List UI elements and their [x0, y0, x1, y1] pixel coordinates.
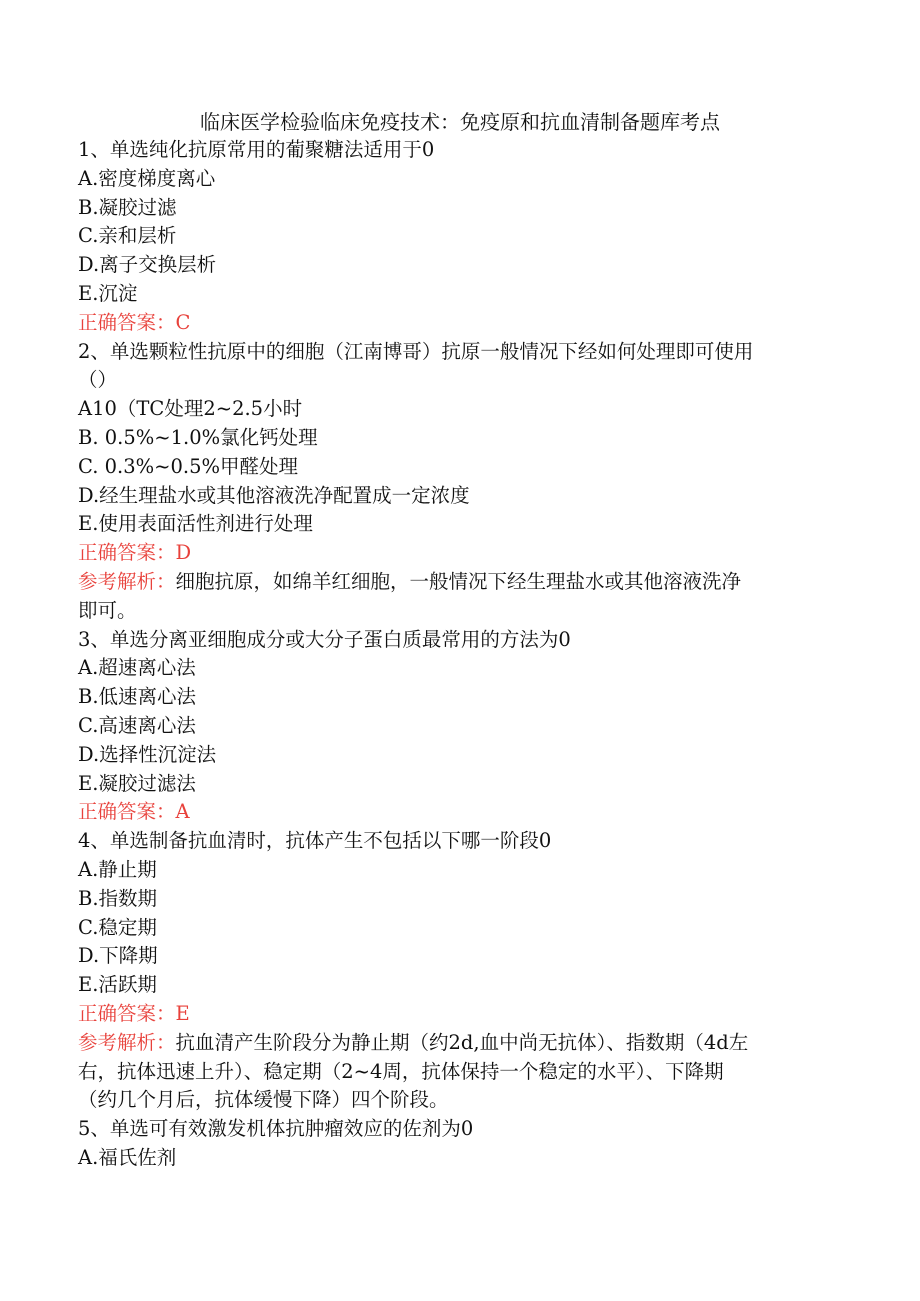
question-list — [78, 136, 838, 1173]
question-4-analysis — [78, 1029, 838, 1058]
question-3-option-c: C.高速离心法 — [78, 713, 196, 737]
question-2-option-b: B. 0.5%~1.0%氯化钙处理 — [78, 425, 318, 449]
question-1-answer: 正确答案：C — [78, 310, 191, 334]
question-4-answer: 正确答案：E — [78, 1001, 190, 1025]
question-2-option-d: D.经生理盐水或其他溶液洗净配置成一定浓度 — [78, 483, 470, 507]
analysis-text: 细胞抗原，如绵羊红细胞，一般情况下经生理盐水或其他溶液洗净 — [175, 569, 742, 593]
question-2-option-e: E.使用表面活性剂进行处理 — [78, 512, 313, 536]
analysis-text: 抗血清产生阶段分为静止期（约2d,血中尚无抗体）、指数期（4d左 — [175, 1030, 749, 1054]
question-3-option-d: D.选择性沉淀法 — [78, 742, 217, 766]
question-2-stem: 2、单选颗粒性抗原中的细胞（江南博哥）抗原一般情况下经如何处理即可使用 — [78, 339, 754, 363]
question-1-option-a: A.密度梯度离心 — [78, 166, 216, 190]
question-1-option-d: D.离子交换层析 — [78, 253, 217, 277]
question-3-stem: 3、单选分离亚细胞成分或大分子蛋白质最常用的方法为0 — [78, 627, 571, 651]
question-4-option-e: E.活跃期 — [78, 973, 157, 997]
question-4-option-d: D.下降期 — [78, 944, 158, 968]
question-5-stem: 5、单选可有效激发机体抗肿瘤效应的佐剂为0 — [78, 1117, 474, 1141]
question-4-option-b: B.指数期 — [78, 886, 158, 910]
question-1-option-b: B.凝胶过滤 — [78, 195, 177, 219]
question-3-option-e: E.凝胶过滤法 — [78, 771, 196, 795]
question-3-option-a: A.超速离心法 — [78, 656, 196, 680]
question-2-analysis — [78, 568, 838, 597]
analysis-label: 参考解析： — [78, 1030, 176, 1054]
question-4-stem: 4、单选制备抗血清时，抗体产生不包括以下哪一阶段0 — [78, 829, 552, 853]
question-1-stem: 1、单选纯化抗原常用的葡聚糖法适用于0 — [78, 138, 435, 161]
question-4-option-a: A.静止期 — [78, 857, 157, 881]
question-1-option-c: C.亲和层析 — [78, 224, 177, 248]
question-5-option-a: A.福氏佐剂 — [78, 1145, 177, 1169]
question-1-option-e: E.沉淀 — [78, 281, 138, 305]
question-2-answer: 正确答案：D — [78, 541, 192, 565]
question-3-option-b: B.低速离心法 — [78, 685, 197, 709]
question-2-stem-cont: （） — [78, 368, 118, 392]
question-4-analysis-cont-1: 右，抗体迅速上升）、稳定期（2~4周，抗体保持一个稳定的水平）、下降期 — [78, 1059, 724, 1083]
question-2-analysis-cont: 即可。 — [78, 598, 137, 622]
question-4-analysis-cont-2: （约几个月后，抗体缓慢下降）四个阶段。 — [78, 1088, 449, 1112]
question-4-option-c: C.稳定期 — [78, 915, 157, 939]
question-3-answer: 正确答案：A — [78, 800, 190, 824]
document-title: 临床医学检验临床免疫技术：免疫原和抗血清制备题库考点 — [200, 110, 720, 134]
question-2-option-c: C. 0.3%~0.5%甲醛处理 — [78, 454, 299, 478]
analysis-label: 参考解析： — [78, 569, 176, 593]
question-2-option-a: A10（TC处理2~2.5小时 — [78, 397, 303, 421]
